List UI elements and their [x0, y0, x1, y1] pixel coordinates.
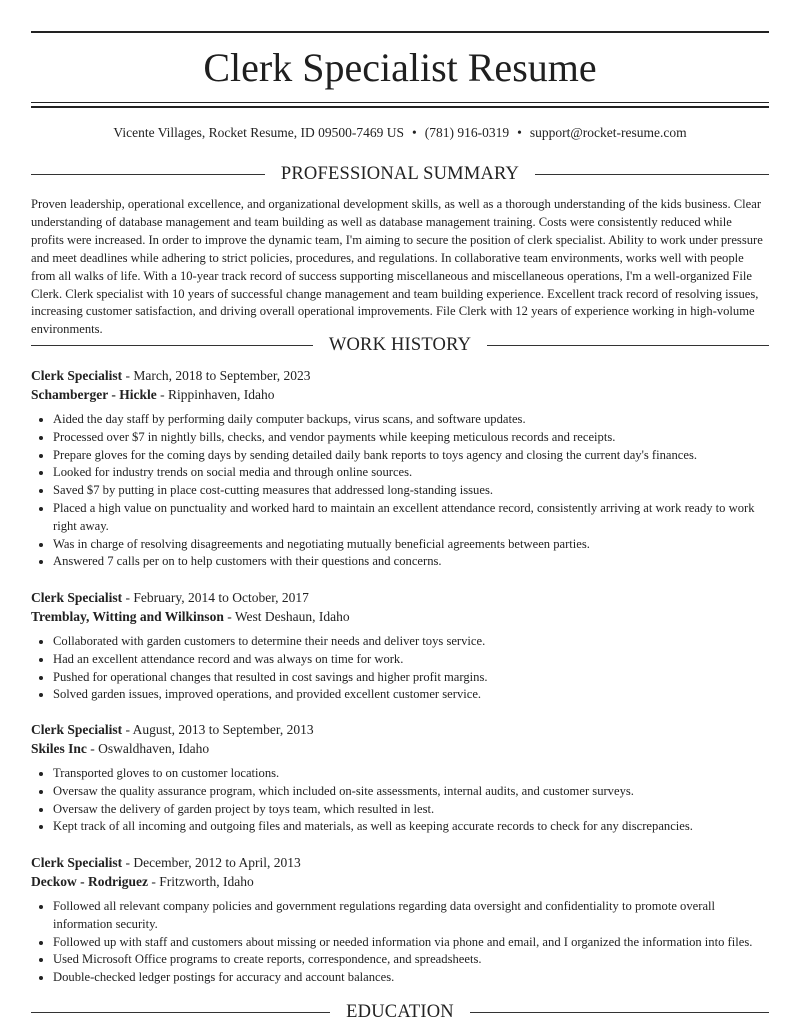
job-company: Skiles Inc — [31, 741, 87, 756]
job-entry — [31, 588, 769, 704]
job-title: Clerk Specialist — [31, 368, 123, 383]
job-duty: • Was in charge of resolving disagreements and negotiating mutually beneficial agreements between parties. — [53, 536, 769, 554]
contact-phone[interactable]: (781) 916-0319 — [424, 125, 510, 140]
section-rule — [31, 174, 265, 175]
section-header-work — [31, 333, 769, 357]
job-duty: • Had an excellent attendance record and was always on time for work. — [53, 651, 769, 669]
section-rule — [31, 345, 313, 346]
job-role-line — [31, 366, 769, 385]
job-company-line — [31, 739, 769, 758]
job-company: Schamberger - Hickle — [31, 387, 157, 402]
contact-separator: • — [411, 125, 417, 140]
job-location: - Rippinhaven, Idaho — [156, 387, 275, 402]
job-duty: • Saved $7 by putting in place cost-cutting measures that addressed long-standing issues. — [53, 482, 769, 500]
job-dates: - February, 2014 to October, 2017 — [122, 590, 309, 605]
job-duty: • Followed up with staff and customers about missing or needed information via phone and email, and I organized the information into files. — [53, 934, 769, 952]
job-duty: • Aided the day staff by performing daily computer backups, virus scans, and software updates. — [53, 411, 769, 429]
job-role-line — [31, 853, 769, 872]
job-duties — [31, 765, 769, 836]
job-company-line — [31, 607, 769, 626]
title-rule-lower — [31, 106, 769, 108]
job-entry — [31, 720, 769, 836]
section-header-summary — [31, 162, 769, 186]
job-company: Deckow - Rodriguez — [31, 874, 148, 889]
section-rule — [535, 174, 769, 175]
section-rule — [487, 345, 769, 346]
job-title: Clerk Specialist — [31, 590, 123, 605]
job-duties — [31, 411, 769, 571]
section-rule — [31, 1012, 330, 1013]
job-location: - Oswaldhaven, Idaho — [86, 741, 210, 756]
job-duty: • Collaborated with garden customers to determine their needs and deliver toys service. — [53, 633, 769, 651]
job-duty: • Transported gloves to on customer locations. — [53, 765, 769, 783]
job-title: Clerk Specialist — [31, 722, 123, 737]
job-duty: • Oversaw the quality assurance program, which included on-site assessments, internal audits, and customer surveys. — [53, 783, 769, 801]
section-title: EDUCATION — [346, 1001, 454, 1022]
contact-email[interactable]: support@rocket-resume.com — [529, 125, 687, 140]
job-location: - West Deshaun, Idaho — [223, 609, 350, 624]
job-duty: • Looked for industry trends on social media and through online sources. — [53, 464, 769, 482]
job-duty: • Answered 7 calls per on to help customers with their questions and concerns. — [53, 553, 769, 571]
job-location: - Fritzworth, Idaho — [147, 874, 254, 889]
job-company: Tremblay, Witting and Wilkinson — [31, 609, 224, 624]
job-role-line — [31, 588, 769, 607]
resume-title: Clerk Specialist Resume — [203, 45, 597, 90]
job-duties — [31, 633, 769, 704]
job-dates: - December, 2012 to April, 2013 — [122, 855, 301, 870]
job-title: Clerk Specialist — [31, 855, 123, 870]
job-duty: • Kept track of all incoming and outgoing files and materials, as well as keeping accurate records to check for any discrepancies. — [53, 818, 769, 836]
job-role-line — [31, 720, 769, 739]
job-dates: - August, 2013 to September, 2013 — [122, 722, 314, 737]
job-company-line — [31, 385, 769, 404]
job-entry — [31, 853, 769, 987]
section-rule — [470, 1012, 769, 1013]
job-entry — [31, 366, 769, 571]
contact-address: Vicente Villages, Rocket Resume, ID 09500-7469 US — [113, 125, 404, 140]
job-duty: • Double-checked ledger postings for accuracy and account balances. — [53, 969, 769, 987]
contact-line — [31, 124, 769, 142]
job-duty: • Solved garden issues, improved operations, and provided excellent customer service. — [53, 686, 769, 704]
title-rule-upper — [31, 102, 769, 103]
job-dates: - March, 2018 to September, 2023 — [122, 368, 311, 383]
section-header-education — [31, 1000, 769, 1024]
job-duty: • Pushed for operational changes that resulted in cost savings and higher profit margins. — [53, 669, 769, 687]
job-duty: • Oversaw the delivery of garden project by toys team, which resulted in lest. — [53, 801, 769, 819]
job-duty: • Prepare gloves for the coming days by sending detailed daily bank reports to toys agency and closing the current day's finances. — [53, 447, 769, 465]
job-company-line — [31, 872, 769, 891]
job-duty: • Used Microsoft Office programs to create reports, correspondence, and spreadsheets. — [53, 951, 769, 969]
section-title: WORK HISTORY — [328, 334, 472, 355]
section-title: PROFESSIONAL SUMMARY — [280, 163, 520, 184]
contact-separator: • — [517, 125, 522, 140]
job-duties — [31, 898, 769, 987]
job-duty: • Placed a high value on punctuality and worked hard to maintain an excellent attendance record, consistently arriving at work ready to work right away. — [53, 500, 769, 536]
job-duty: • Processed over $7 in nightly bills, checks, and vendor payments while keeping meticulous records and receipts. — [53, 429, 769, 447]
top-rule — [31, 31, 769, 33]
job-duty: • Followed all relevant company policies and government regulations regarding data oversight and confidentiality to promote overall information security. — [53, 898, 769, 934]
professional-summary: Proven leadership, operational excellence, and organizational development skills, as well as a thorough understanding of the kids business. Clear understanding of database management and team building as well as database management training. Costs were consistently reduced while profits were increased. In order to improve the dynamic team, I'm aiming to secure the position of clerk specialist. Ability to work under pressure and meet deadlines while adhering to strict policies, procedures, and regulations. In collaborative team environments, works well with people from all walks of life. With a 10-year track record of success supporting miscellaneous and miscellaneous operations, I'm a well-organized File Clerk. Clerk specialist with 10 years of successful change management and team building experience. Excellent track record of resolving issues, increasing customer satisfaction, and driving overall operational improvements. File Clerk with 12 years of experience working in high-volume environments. — [31, 197, 763, 337]
